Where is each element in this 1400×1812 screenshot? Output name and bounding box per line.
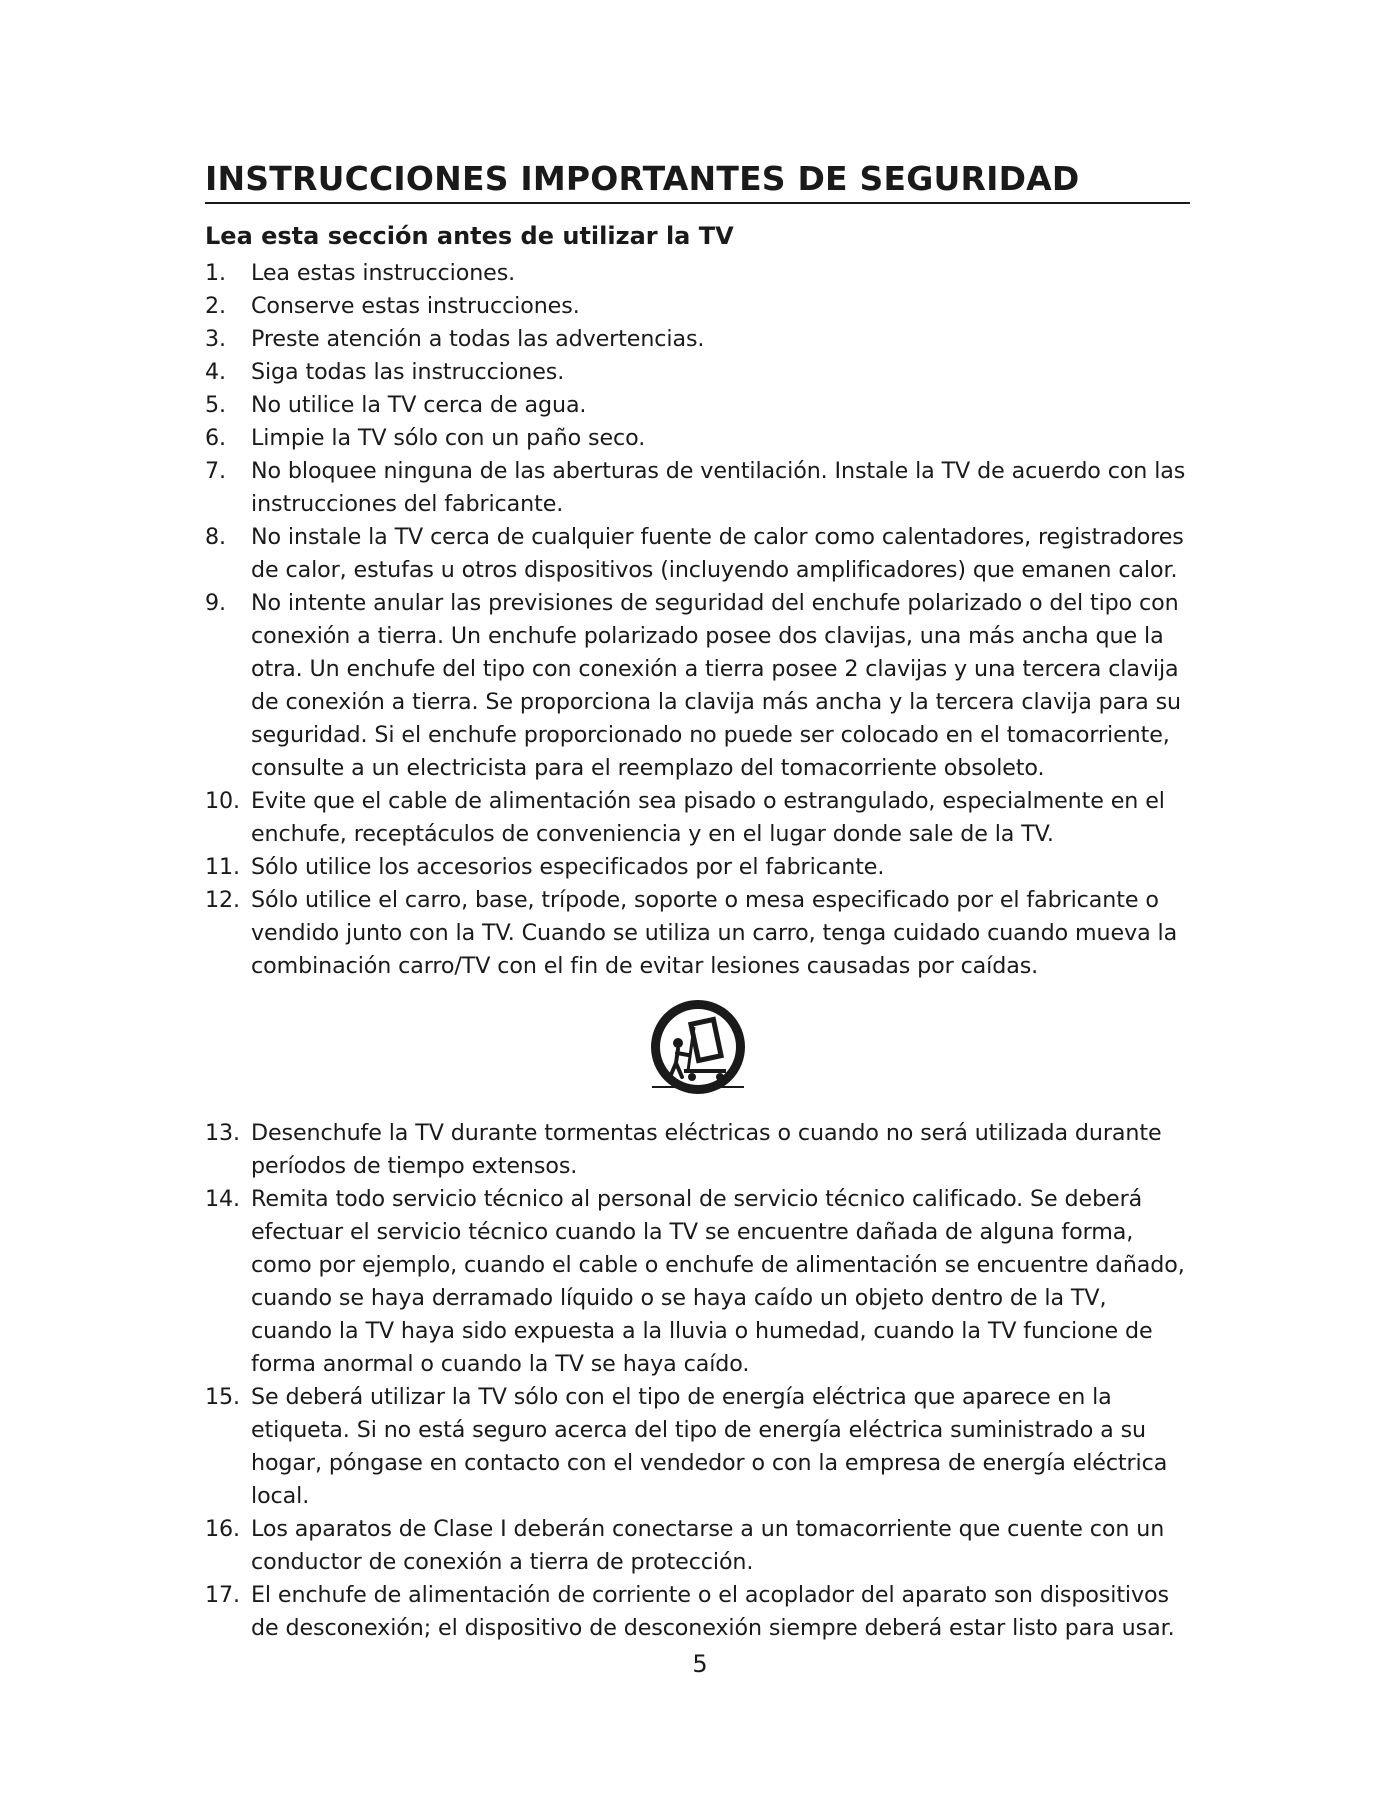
list-item — [205, 257, 1190, 290]
item-number: 6. — [205, 424, 226, 451]
item-number: 1. — [205, 259, 226, 286]
list-item — [205, 389, 1190, 422]
list-item — [205, 455, 1190, 521]
item-number: 13. — [205, 1119, 240, 1146]
item-number: 12. — [205, 886, 240, 913]
list-item — [205, 521, 1190, 587]
list-item — [205, 1183, 1190, 1381]
list-item — [205, 884, 1190, 983]
item-number: 4. — [205, 358, 226, 385]
page-number: 5 — [692, 1650, 708, 1678]
item-text: Sólo utilice el carro, base, trípode, soporte o mesa especificado por el fabricante o vendido junto con la TV. Cuando se utiliza un carro, tenga cuidado cuando mueva la combinación carro/TV con el fin de evitar lesiones causadas por caídas. — [251, 886, 1178, 979]
document-page — [205, 160, 1190, 1645]
cart-warning-figure — [205, 983, 1190, 1117]
item-text: Lea estas instrucciones. — [251, 259, 516, 286]
item-number: 8. — [205, 523, 226, 550]
item-number: 16. — [205, 1515, 240, 1542]
section-subtitle: Lea esta sección antes de utilizar la TV — [205, 221, 734, 250]
list-item — [205, 422, 1190, 455]
item-number: 9. — [205, 589, 226, 616]
instructions-list-part-2 — [205, 1117, 1190, 1645]
item-number: 10. — [205, 787, 240, 814]
item-number: 2. — [205, 292, 226, 319]
list-item — [205, 1579, 1190, 1645]
item-text: No bloquee ninguna de las aberturas de ventilación. Instale la TV de acuerdo con las instrucciones del fabricante. — [251, 457, 1186, 517]
list-item — [205, 1381, 1190, 1513]
item-number: 3. — [205, 325, 226, 352]
list-item — [205, 1513, 1190, 1579]
list-item — [205, 323, 1190, 356]
item-text: Conserve estas instrucciones. — [251, 292, 580, 319]
cart-tip-over-warning-icon — [648, 997, 748, 1097]
item-text: Evite que el cable de alimentación sea pisado o estrangulado, especialmente en el enchufe, receptáculos de conveniencia y en el lugar donde sale de la TV. — [251, 787, 1165, 847]
list-item — [205, 356, 1190, 389]
item-text: El enchufe de alimentación de corriente o el acoplador del aparato son dispositivos de desconexión; el dispositivo de desconexión siempre deberá estar listo para usar. — [251, 1581, 1175, 1641]
list-item — [205, 587, 1190, 785]
item-number: 7. — [205, 457, 226, 484]
item-number: 17. — [205, 1581, 240, 1608]
item-text: Desenchufe la TV durante tormentas eléctricas o cuando no será utilizada durante períodos de tiempo extensos. — [251, 1119, 1162, 1179]
list-item — [205, 1117, 1190, 1183]
item-text: No instale la TV cerca de cualquier fuente de calor como calentadores, registradores de calor, estufas u otros dispositivos (incluyendo amplificadores) que emanen calor. — [251, 523, 1184, 583]
item-text: Se deberá utilizar la TV sólo con el tipo de energía eléctrica que aparece en la etiqueta. Si no está seguro acerca del tipo de energía eléctrica suministrado a su hogar, póngase en contacto con el vendedor o con la empresa de energía eléctrica local. — [251, 1383, 1168, 1509]
item-number: 5. — [205, 391, 226, 418]
item-text: Preste atención a todas las advertencias. — [251, 325, 705, 352]
item-number: 11. — [205, 853, 240, 880]
instructions-list-part-1 — [205, 257, 1190, 983]
item-text: No intente anular las previsiones de seguridad del enchufe polarizado o del tipo con conexión a tierra. Un enchufe polarizado posee dos clavijas, una más ancha que la otra. Un enchufe del tipo con conexión a tierra posee 2 clavijas y una tercera clavija de conexión a tierra. Se proporciona la clavija más ancha y la tercera clavija para su seguridad. Si el enchufe proporcionado no puede ser colocado en el tomacorriente, consulte a un electricista para el reemplazo del tomacorriente obsoleto. — [251, 589, 1182, 781]
item-text: Los aparatos de Clase I deberán conectarse a un tomacorriente que cuente con un conductor de conexión a tierra de protección. — [251, 1515, 1165, 1575]
item-text: No utilice la TV cerca de agua. — [251, 391, 587, 418]
page-title: INSTRUCCIONES IMPORTANTES DE SEGURIDAD — [205, 160, 1190, 204]
item-text: Limpie la TV sólo con un paño seco. — [251, 424, 646, 451]
list-item — [205, 290, 1190, 323]
list-item — [205, 785, 1190, 851]
item-number: 14. — [205, 1185, 240, 1212]
item-text: Sólo utilice los accesorios especificados por el fabricante. — [251, 853, 885, 880]
item-text: Remita todo servicio técnico al personal de servicio técnico calificado. Se deberá efectuar el servicio técnico cuando la TV se encuentre dañada de alguna forma, como por ejemplo, cuando el cable o enchufe de alimentación se encuentre dañado, cuando se haya derramado líquido o se haya caído un objeto dentro de la TV, cuando la TV haya sido expuesta a la lluvia o humedad, cuando la TV funcione de forma anormal o cuando la TV se haya caído. — [251, 1185, 1185, 1377]
item-number: 15. — [205, 1383, 240, 1410]
list-item — [205, 851, 1190, 884]
item-text: Siga todas las instrucciones. — [251, 358, 565, 385]
